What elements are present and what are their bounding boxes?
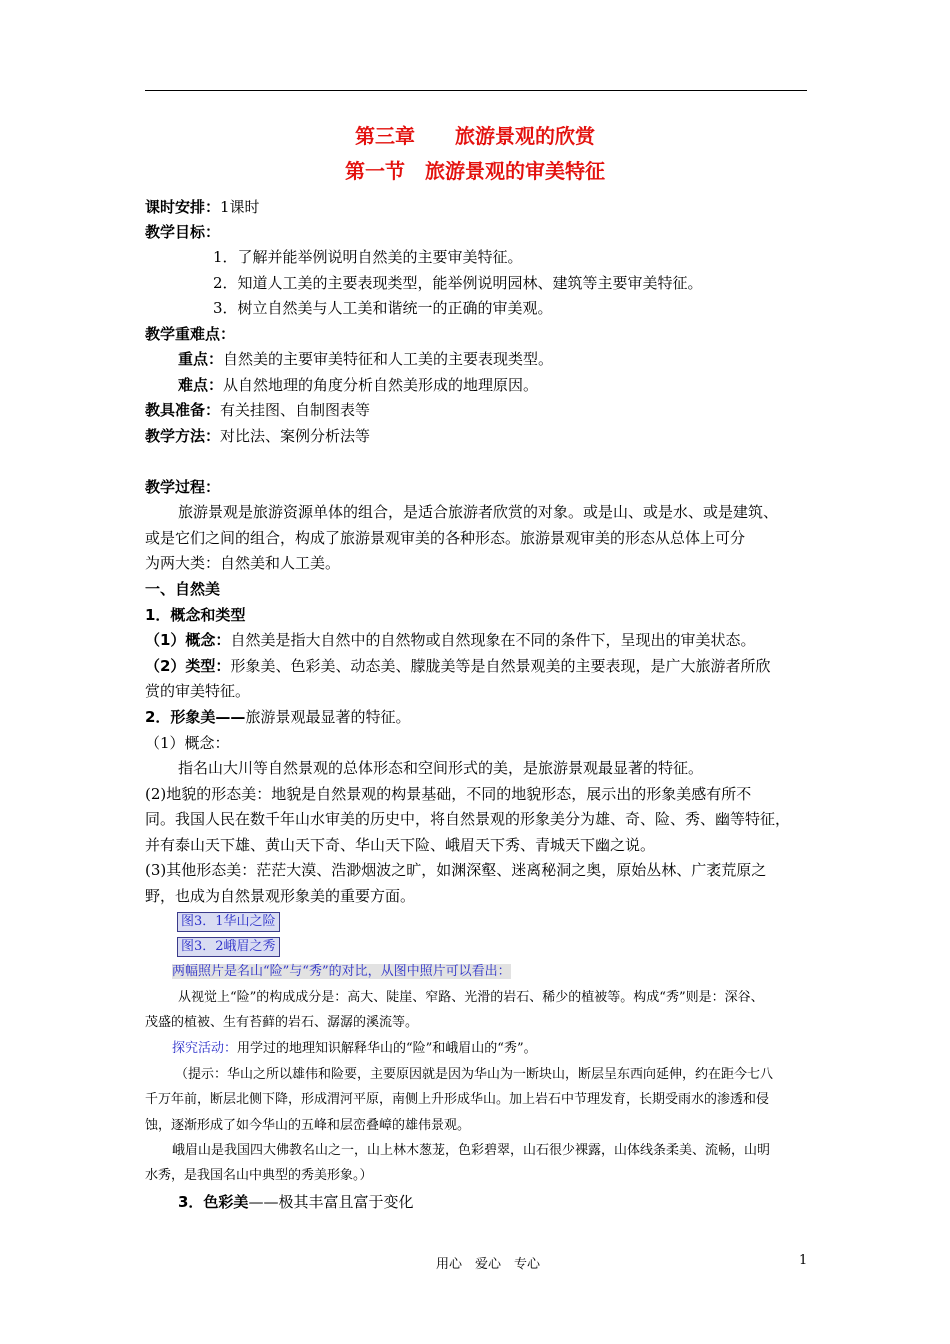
objective-item: 2．知道人工美的主要表现类型，能举例说明园林、建筑等主要审美特征。 [213,274,703,292]
figure-link-huashan[interactable]: 图3．1华山之险 [177,912,280,932]
type-paragraph [145,654,770,678]
footer-motto: 用心 爱心 专心 [436,1257,541,1272]
other-form-line: (3)其他形态美：茫茫大漠、浩渺烟波之旷，如渊深壑、迷离秘洞之奥，原始丛林、广袤荒原之 [145,861,767,879]
type-text-cont: 赏的审美特征。 [145,682,251,700]
section-title: 第一节 旅游景观的审美特征 [345,159,605,183]
hint-line: （提示：华山之所以雄伟和险要，主要原因就是因为华山为一断块山，断层呈东西向延伸，约在距今七八 [175,1067,774,1082]
form-beauty-text: 旅游景观最显著的特征。 [245,708,411,726]
concept-type-heading: 1．概念和类型 [145,606,246,624]
emei-line: 峨眉山是我国四大佛教名山之一，山上林木葱茏，色彩碧翠，山石很少裸露，山体线条柔美、流畅，山明 [172,1143,771,1158]
other-form-line: 野，也成为自然景观形象美的重要方面。 [145,887,416,905]
schedule [145,195,260,219]
color-beauty-label: 3．色彩美 [178,1193,249,1211]
type-text: 形象美、色彩美、动态美、朦胧美等是自然景观美的主要表现，是广大旅游者所欣 [230,657,771,675]
difficulty-point [178,373,538,397]
key-points-label: 教学重难点： [145,325,236,343]
type-label: （2）类型： [145,657,231,675]
landform-line: 并有泰山天下雄、黄山天下奇、华山天下险、峨眉天下秀、青城天下幽之说。 [145,836,656,854]
color-beauty-text: ——极其丰富且富于变化 [248,1193,414,1211]
color-beauty-heading [178,1190,413,1214]
intro-line: 为两大类：自然美和人工美。 [145,554,341,572]
intro-line: 或是它们之间的组合，构成了旅游景观审美的各种形态。旅游景观审美的形态从总体上可分 [145,529,746,547]
objective-item: 3．树立自然美与人工美和谐统一的正确的审美观。 [213,299,553,317]
part1-heading: 一、自然美 [145,580,221,598]
hint-line: 蚀，逐渐形成了如今华山的五峰和层峦叠嶂的雄伟景观。 [145,1118,471,1133]
chapter-title: 第三章 旅游景观的欣赏 [355,124,595,148]
schedule-value: 1课时 [220,198,260,216]
emei-line: 水秀，是我国名山中典型的秀美形象。） [145,1168,373,1183]
intro-line: 旅游景观是旅游资源单体的组合，是适合旅游者欣赏的对象。或是山、或是水、或是建筑、 [178,503,779,521]
concept-text: 自然美是指大自然中的自然物或自然现象在不同的条件下，呈现出的审美状态。 [230,631,756,649]
difficulty-label: 难点： [178,376,224,394]
visual-line: 茂盛的植被、生有苔藓的岩石、潺潺的溪流等。 [145,1015,419,1030]
hint-line: 千万年前，断层北侧下降，形成渭河平原，南侧上升形成华山。加上岩石中节理发育，长期受雨水的渗透和侵 [145,1092,770,1107]
objectives-label: 教学目标： [145,223,221,241]
figure-link-emei[interactable]: 图3．2峨眉之秀 [177,937,280,957]
tools [145,398,370,422]
explore-activity [172,1038,537,1060]
photo-note-text: 两幅照片是名山“险”与“秀”的对比，从图中照片可以看出： [172,964,511,979]
visual-line: 从视觉上“险”的构成成分是：高大、陡崖、窄路、光滑的岩石、稀少的植被等。构成“秀”则是：深谷、 [178,990,764,1005]
form-beauty-heading [145,705,410,729]
concept-paragraph [145,628,755,652]
tools-value: 有关挂图、自制图表等 [220,401,371,419]
methods-value: 对比法、案例分析法等 [220,427,371,445]
page-number: 1 [799,1253,808,1268]
focus-point [178,347,553,371]
process-label: 教学过程： [145,478,221,496]
tools-label: 教具准备： [145,401,221,419]
schedule-label: 课时安排： [145,198,221,216]
landform-line: 同。我国人民在数千年山水审美的历史中，将自然景观的形象美分为雄、奇、险、秀、幽等特征， [145,810,791,828]
p1-label: （1）概念： [145,734,230,752]
landform-line: (2)地貌的形态美：地貌是自然景观的构景基础，不同的地貌形态，展示出的形象美感有所不 [145,785,752,803]
explore-label: 探究活动： [172,1041,238,1056]
photo-note [172,961,511,983]
focus-text: 自然美的主要审美特征和人工美的主要表现类型。 [223,350,554,368]
concept-label: （1）概念： [145,631,231,649]
methods [145,424,370,448]
focus-label: 重点： [178,350,224,368]
form-beauty-label: 2．形象美—— [145,708,246,726]
header-rule [145,90,807,91]
methods-label: 教学方法： [145,427,221,445]
p1-text: 指名山大川等自然景观的总体形态和空间形式的美，是旅游景观最显著的特征。 [178,759,704,777]
difficulty-text: 从自然地理的角度分析自然美形成的地理原因。 [223,376,539,394]
explore-text: 用学过的地理知识解释华山的“险”和峨眉山的“秀”。 [237,1041,537,1056]
objective-item: 1．了解并能举例说明自然美的主要审美特征。 [213,248,523,266]
